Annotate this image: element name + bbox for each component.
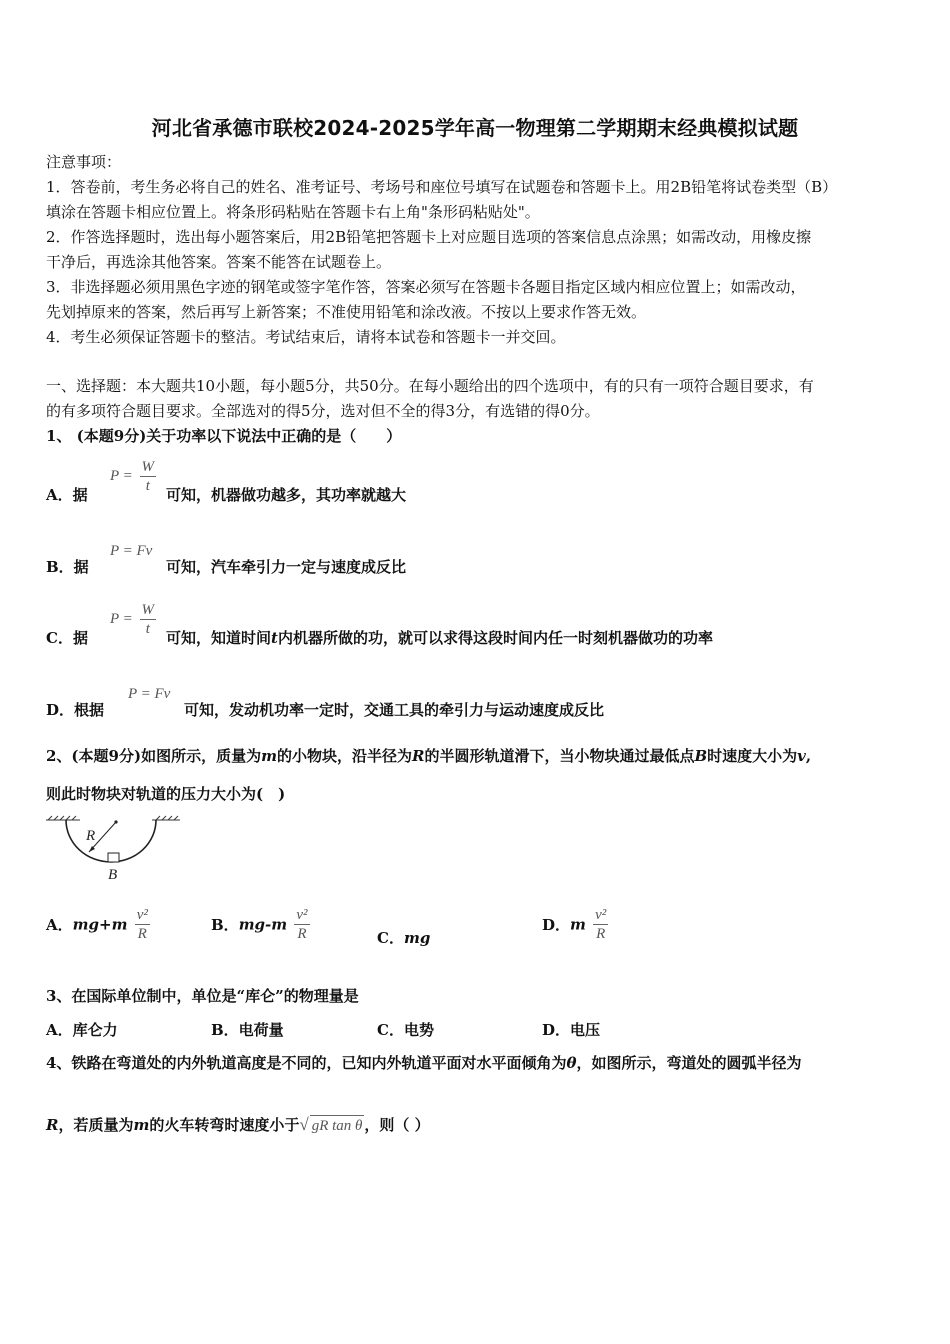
fraction <box>140 601 157 638</box>
variable-v: v <box>797 747 806 765</box>
q1-option-c-formula <box>110 601 158 638</box>
text-segment: 的小物块，沿半径为 <box>276 747 412 765</box>
q3-option-a: A．库仑力 <box>46 1021 118 1039</box>
point-b-label: B <box>108 867 118 883</box>
text-segment: 2、(本题9分)如图所示，质量为 <box>46 747 262 765</box>
fraction-numerator: v² <box>136 907 148 923</box>
question-4-line2 <box>46 1115 430 1136</box>
q1-option-b-text: 可知，汽车牵引力一定与速度成反比 <box>166 558 407 576</box>
q1-option-a-text: 可知，机器做功越多，其功率就越大 <box>166 486 407 504</box>
fraction <box>135 906 150 943</box>
semicircle-track-figure <box>44 814 184 884</box>
question-4-stem <box>46 1053 801 1073</box>
text-segment: , <box>805 747 812 765</box>
notice-heading: 注意事项： <box>46 153 122 171</box>
q2-option-d <box>542 906 610 943</box>
q2-option-a <box>46 906 152 943</box>
text-segment: 内机器所做的功，就可以求得这段时间内任一时刻机器做功的功率 <box>277 629 713 647</box>
option-label: C． <box>377 929 404 947</box>
text-segment: 4、铁路在弯道处的内外轨道高度是不同的，已知内外轨道平面对水平面倾角为 <box>46 1054 567 1072</box>
page-title: 河北省承德市联校2024-2025学年高一物理第二学期期末经典模拟试题 <box>151 116 799 140</box>
notice-line: 2．作答选择题时，选出每小题答案后，用2B铅笔把答题卡上对应题目选项的答案信息点涂黑；如需改动，用橡皮擦 <box>46 228 812 246</box>
q1-option-b-label: B．据 <box>46 558 89 576</box>
q2-option-c <box>377 927 430 948</box>
left-ground-hatch <box>46 816 80 820</box>
q1-option-a-label: A．据 <box>46 486 88 504</box>
variable-m: m <box>261 747 277 765</box>
q1-option-c-text <box>166 628 713 648</box>
q3-option-b: B．电荷量 <box>211 1021 284 1039</box>
q1-option-d-text: 可知，发动机功率一定时，交通工具的牵引力与运动速度成反比 <box>184 701 605 719</box>
text-segment: 的火车转弯时速度小于 <box>149 1116 300 1134</box>
fraction <box>593 906 608 943</box>
fraction-denominator: t <box>140 476 157 495</box>
right-ground-hatch <box>152 816 180 820</box>
variable-m: m <box>133 1116 150 1134</box>
formula-lhs: P = <box>110 468 133 484</box>
notice-line: 填涂在答题卡相应位置上。将条形码粘贴在答题卡右上角"条形码粘贴处"。 <box>46 203 540 221</box>
q2-option-b <box>211 906 312 943</box>
option-expr: mg+m <box>72 915 128 934</box>
text-segment: 时速度大小为 <box>707 747 798 765</box>
formula-lhs: P = <box>110 611 133 627</box>
text-segment: 可知，知道时间 <box>166 629 272 647</box>
fraction-numerator: W <box>141 459 155 475</box>
fraction-numerator: v² <box>595 907 607 923</box>
sqrt-expression: gR tan θ <box>310 1115 365 1136</box>
radius-label: R <box>86 828 96 844</box>
fraction <box>140 458 157 495</box>
option-label: A． <box>46 916 73 934</box>
option-label: D． <box>542 916 571 934</box>
variable-r: R <box>411 747 425 765</box>
block-icon <box>108 853 119 862</box>
option-expr: mg <box>403 929 431 947</box>
variable-t: t <box>271 629 278 647</box>
notice-line: 4．考生必须保证答题卡的整洁。考试结束后，请将本试卷和答题卡一并交回。 <box>46 328 566 346</box>
question-2-stem <box>46 746 811 766</box>
fraction-denominator: t <box>140 619 157 638</box>
q1-option-d-label: D．根据 <box>46 701 105 719</box>
section-instructions: 的有多项符合题目要求。全部选对的得5分，选对但不全的得3分，有选错的得0分。 <box>46 402 600 420</box>
fraction <box>294 906 309 943</box>
option-label: B． <box>211 916 239 934</box>
fraction-denominator: R <box>135 924 150 943</box>
fraction-denominator: R <box>294 924 309 943</box>
option-expr: m <box>570 915 586 934</box>
section-instructions: 一、选择题：本大题共10小题，每小题5分，共50分。在每小题给出的四个选项中，有的只有一项符合题目要求，有 <box>46 377 814 395</box>
q1-option-d-formula: P = Fv <box>128 686 171 702</box>
question-3-stem: 3、在国际单位制中，单位是“库仑”的物理量是 <box>46 987 359 1005</box>
fraction-numerator: v² <box>296 907 308 923</box>
fraction-denominator: R <box>593 924 608 943</box>
text-segment: ，如图所示，弯道处的圆弧半径为 <box>576 1054 802 1072</box>
text-segment: ，则（ ） <box>364 1116 430 1134</box>
q3-option-c: C．电势 <box>377 1021 434 1039</box>
question-2-line2: 则此时物块对轨道的压力大小为( ) <box>46 785 286 803</box>
text-segment: 的半圆形轨道滑下，当小物块通过最低点 <box>424 747 695 765</box>
text-segment: ，若质量为 <box>58 1116 134 1134</box>
q1-option-a-formula <box>110 458 158 495</box>
q1-option-b-formula: P = Fv <box>110 543 153 559</box>
variable-b: B <box>694 747 708 765</box>
q1-option-c-label: C．据 <box>46 629 88 647</box>
variable-theta: θ <box>566 1054 577 1072</box>
notice-line: 先划掉原来的答案，然后再写上新答案；不准使用铅笔和涂改液。不按以上要求作答无效。 <box>46 303 647 321</box>
notice-line: 干净后，再选涂其他答案。答案不能答在试题卷上。 <box>46 253 392 271</box>
notice-line: 1．答卷前，考生务必将自己的姓名、准考证号、考场号和座位号填写在试题卷和答题卡上。用2B铅笔将试卷类型（B） <box>46 178 838 196</box>
fraction-numerator: W <box>141 602 155 618</box>
variable-r: R <box>46 1116 59 1134</box>
sqrt-symbol: √ <box>299 1115 309 1134</box>
notice-line: 3．非选择题必须用黑色字迹的钢笔或签字笔作答，答案必须写在答题卡各题目指定区域内相应位置上；如需改动， <box>46 278 806 296</box>
option-expr: mg-m <box>238 915 288 934</box>
q3-option-d: D．电压 <box>542 1021 601 1039</box>
question-1-stem: 1、 (本题9分)关于功率以下说法中正确的是（ ） <box>46 427 402 445</box>
